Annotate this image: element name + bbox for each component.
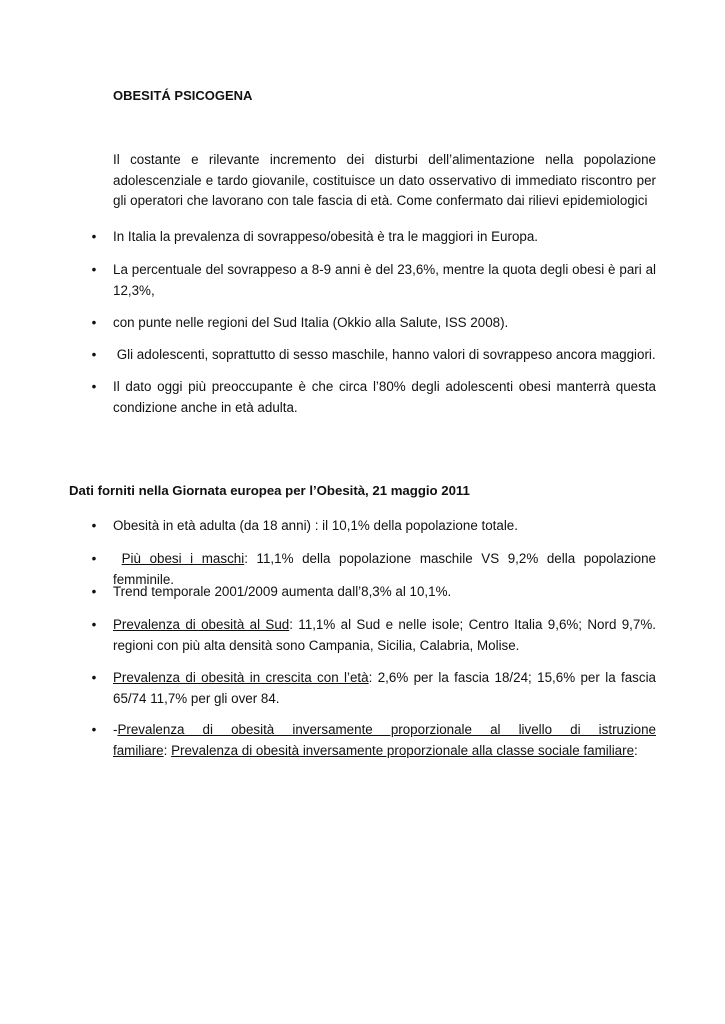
list-item-text: : 11,1% al Sud e nelle isole; Centro Italia 9,6%; Nord 9,7%. regioni con più alta densità sono Campania, Sicilia, Calabria, Molise. — [113, 617, 656, 653]
list-item — [91, 313, 656, 334]
list-item-text: Trend temporale 2001/2009 aumenta dall’8,3% al 10,1%. — [113, 584, 452, 599]
list-item-underlined: Più obesi i maschi — [121, 551, 245, 566]
bullet-marker: • — [91, 315, 97, 330]
list-item-separator: : — [163, 742, 172, 758]
bullet-marker: • — [91, 379, 97, 394]
list-item — [91, 516, 656, 537]
list-item — [91, 345, 656, 366]
list-item-lead: - — [113, 722, 118, 737]
list-item-text: : 11,1% della popolazione maschile VS 9,2% della popolazione femminile. — [113, 551, 656, 587]
bullet-marker: • — [91, 551, 97, 566]
list-item-text: La percentuale del sovrappeso a 8-9 anni è del 23,6%, mentre la quota degli obesi è pari al 12,3%, — [113, 262, 656, 298]
list-item-underlined: Prevalenza di obesità in crescita con l’età — [113, 670, 369, 685]
list-item — [91, 615, 656, 656]
bullet-marker: • — [91, 617, 97, 632]
document-title: OBESITÁ PSICOGENA — [113, 88, 253, 103]
list-item — [91, 227, 656, 248]
list-item-text: Gli adolescenti, soprattutto di sesso maschile, hanno valori di sovrappeso ancora maggiori. — [113, 347, 656, 362]
list-item-underlined-second: Prevalenza di obesità inversamente proporzionale alla classe sociale familiare — [171, 742, 635, 758]
bullet-marker: • — [91, 229, 97, 244]
list-item-text: con punte nelle regioni del Sud Italia (Okkio alla Salute, ISS 2008). — [113, 315, 509, 330]
list-item-text: In Italia la prevalenza di sovrappeso/obesità è tra le maggiori in Europa. — [113, 229, 539, 244]
bullet-marker: • — [91, 584, 97, 599]
list-item — [91, 720, 656, 761]
list-item-underlined: Prevalenza di obesità al Sud — [113, 617, 290, 632]
list-item-lead — [113, 551, 122, 566]
list-item — [91, 377, 656, 418]
bullet-marker: • — [91, 670, 97, 685]
list-item-underlined: Prevalenza di obesità inversamente proporzionale al livello di istruzione familiare — [113, 722, 656, 758]
intro-paragraph: Il costante e rilevante incremento dei disturbi dell’alimentazione nella popolazione adolescenziale e tardo giovanile, costituisce un dato osservativo di immediato riscontro per gli operatori che lavorano con tale fascia di età. Come confermato dai rilievi epidemiologici — [113, 152, 656, 208]
list-item-text: Il dato oggi più preoccupante è che circa l’80% degli adolescenti obesi manterrà questa condizione anche in età adulta. — [113, 379, 656, 415]
bullet-marker: • — [91, 518, 97, 533]
list-item — [91, 668, 656, 709]
bullet-marker: • — [91, 347, 97, 362]
bullet-marker: • — [91, 722, 97, 737]
section-title: Dati forniti nella Giornata europea per l’Obesità, 21 maggio 2011 — [69, 483, 470, 498]
list-item-text: : 2,6% per la fascia 18/24; 15,6% per la fascia 65/74 11,7% per gli over 84. — [113, 670, 656, 706]
list-item-text: Obesità in età adulta (da 18 anni) : il 10,1% della popolazione totale. — [113, 518, 518, 533]
list-item-text: : — [634, 742, 638, 758]
list-item — [91, 260, 656, 301]
list-item — [91, 582, 656, 603]
bullet-marker: • — [91, 262, 97, 277]
